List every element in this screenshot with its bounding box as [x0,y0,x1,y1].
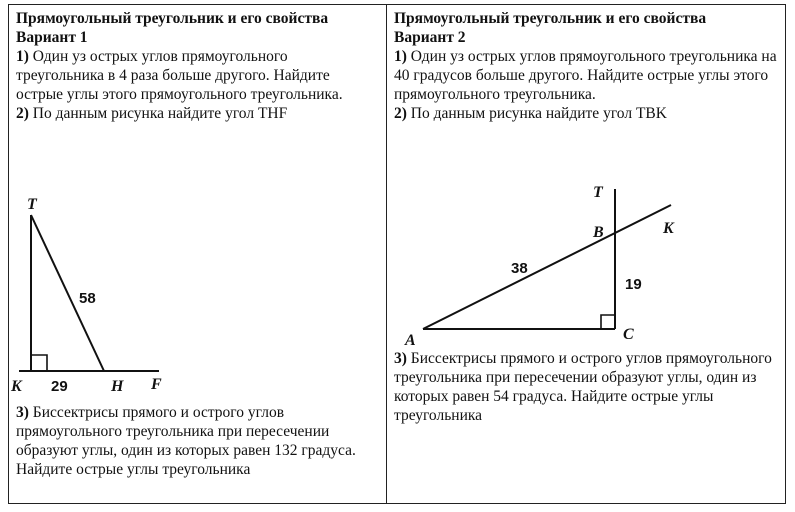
right-angle-mark [31,355,47,371]
right-angle-mark [601,315,615,329]
variant-1-task-3 [16,403,379,479]
variant-1-task-2 [16,104,379,123]
variant-1-cell [9,5,387,503]
hypotenuse-length: 38 [511,260,528,277]
variant-2-task-3 [394,349,778,425]
task-text: Один уз острых углов прямоугольного треугольника на 40 градусов больше другого. Найдите острые углы этого прямоугольного треугольника. [394,48,777,103]
point-label-k: K [663,220,674,237]
task-number: 1) [16,48,29,65]
variant-2-title: Прямоугольный треугольник и его свойства [394,10,707,27]
point-label-t: T [27,196,37,213]
variant-1-title: Прямоугольный треугольник и его свойства [16,10,329,27]
variant-2-cell [387,5,785,503]
point-label-t: T [593,184,603,201]
variant-1-task-1 [16,47,379,104]
point-label-c: C [623,326,634,343]
point-label-a: A [405,332,416,349]
variant-2-label: Вариант 2 [394,29,466,46]
point-label-b: B [593,224,604,241]
variant-1-label: Вариант 1 [16,29,88,46]
task-number: 1) [394,48,407,65]
task-text: Биссектрисы прямого и острого углов прямоугольного треугольника при пересечении образуют углы, один из которых равен 54 градуса. Найдите острые углы треугольника [394,350,772,424]
point-label-k: K [11,378,22,395]
worksheet-table [8,4,786,504]
task-number: 3) [16,404,29,421]
triangle-figure-thf [9,195,189,395]
variant-2-task-1 [394,47,778,104]
point-label-h: H [111,378,124,395]
hypotenuse-length: 58 [79,290,96,307]
task-number: 2) [16,105,29,122]
task-text: По данным рисунка найдите угол THF [32,105,288,122]
task-text: Биссектрисы прямого и острого углов прямоугольного треугольника при пересечении образуют углы, один из которых равен 132 градуса. Найдите острые углы треугольника [16,404,356,478]
task-number: 2) [394,105,407,122]
leg-length: 29 [51,378,68,395]
point-label-f: F [151,376,162,393]
triangle-lines [423,189,671,329]
task-number: 3) [394,350,407,367]
variant-2-task-2 [394,104,778,123]
task-text: По данным рисунка найдите угол TBK [410,105,667,122]
task-text: Один уз острых углов прямоугольного треугольника в 4 раза больше другого. Найдите острые углы этого прямоугольного треугольника. [16,48,343,103]
triangle-figure-tbk [387,181,767,351]
leg-length: 19 [625,276,642,293]
